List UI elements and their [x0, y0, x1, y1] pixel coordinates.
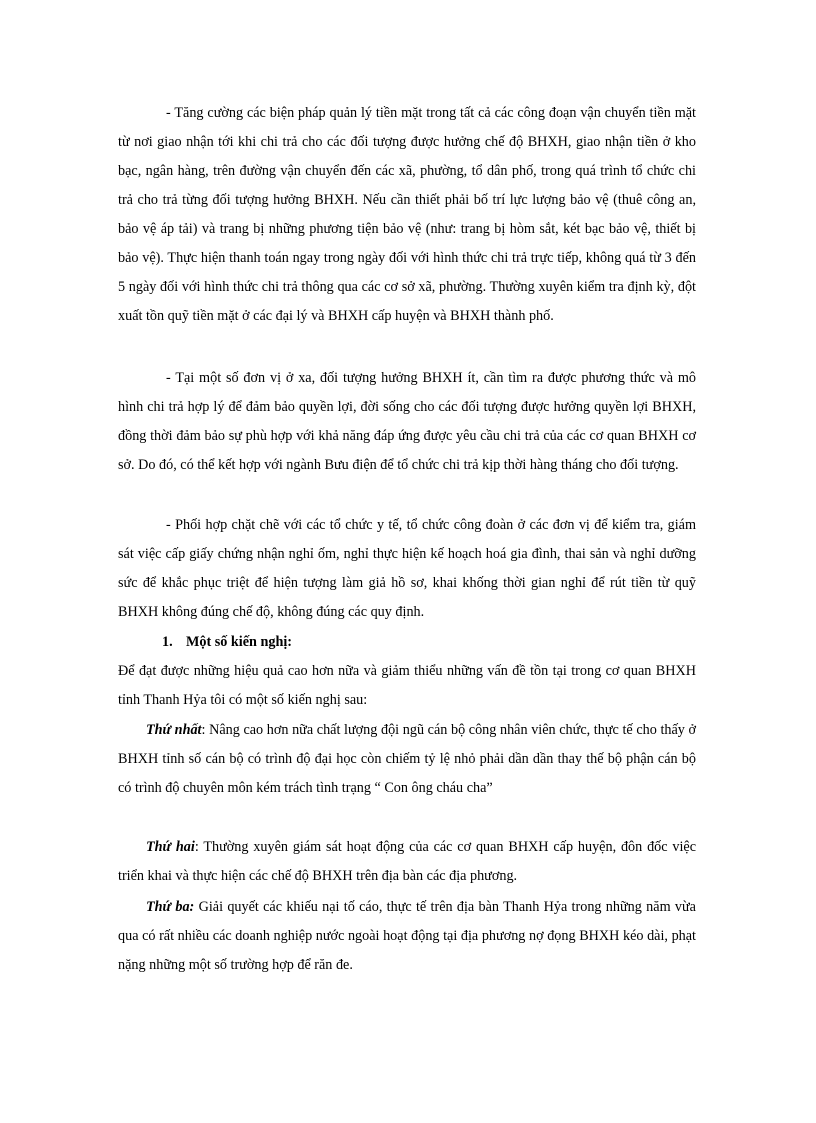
recommendation-first [118, 716, 696, 803]
section-number: 1. [162, 634, 173, 650]
recommendation-first-text: : Nâng cao hơn nữa chất lượng đội ngũ cán bộ công nhân viên chức, thực tế cho thấy ở BHXH tỉnh số cán bộ có trình độ đại học còn chiếm tỷ lệ nhỏ phải dần dần thay thế bộ phận cán bộ có trình độ chuyên môn kém trách tình trạng “ Con ông cháu cha” [118, 722, 696, 796]
recommendation-third-text: Giải quyết các khiếu nại tố cáo, thực tế trên địa bàn Thanh Hỷa trong những năm vừa qua có rất nhiều các doanh nghiệp nước ngoài hoạt động tại địa phương nợ đọng BHXH kéo dài, phạt nặng những một số trường hợp để răn đe. [118, 899, 696, 973]
recommendation-third-lead: Thứ ba: [146, 899, 195, 915]
recommendation-second-text: : Thường xuyên giám sát hoạt động của các cơ quan BHXH cấp huyện, đôn đốc việc triển khai và thực hiện các chế độ BHXH trên địa bàn các địa phương. [118, 839, 697, 884]
paragraph-intro: Để đạt được những hiệu quả cao hơn nữa và giảm thiểu những vấn đề tồn tại trong cơ quan BHXH tỉnh Thanh Hỷa tôi có một số kiến nghị sau: [118, 663, 696, 708]
recommendation-third [118, 893, 696, 980]
recommendation-first-lead: Thứ nhất [146, 722, 202, 738]
section-heading [162, 628, 292, 657]
recommendation-second [118, 833, 696, 891]
paragraph-cash-management: - Tăng cường các biện pháp quản lý tiền mặt trong tất cả các công đoạn vận chuyển tiền mặt từ nơi giao nhận tới khi chi trả cho các đối tượng được hưởng chế độ BHXH, giao nhận tiền ở kho bạc, ngân hàng, trên đường vận chuyển đến các xã, phường, tổ dân phố, trong quá trình tổ chức chi trả cho trả từng đối tượng hưởng BHXH. Nếu cần thiết phải bố trí lực lượng bảo vệ (thuê công an, bảo vệ áp tải) và trang bị những phương tiện bảo vệ (như: trang bị hòm sắt, két bạc bảo vệ, thiết bị bảo vệ). Thực hiện thanh toán ngay trong ngày đối với hình thức chi trả trực tiếp, không quá từ 3 đến 5 ngày đối với hình thức chi trả thông qua các cơ sở xã, phường. Thường xuyên kiểm tra định kỳ, đột xuất tồn quỹ tiền mặt ở các đại lý và BHXH cấp huyện và BHXH thành phố. [118, 105, 696, 324]
section-title: Một số kiến nghị: [186, 634, 293, 650]
recommendation-second-lead: Thứ hai [146, 839, 195, 855]
paragraph-remote-units: - Tại một số đơn vị ở xa, đối tượng hưởng BHXH ít, cần tìm ra được phương thức và mô hình chi trả hợp lý để đảm bảo quyền lợi, đời sống cho các đối tượng được hưởng quyền lợi BHXH, đồng thời đảm bảo sự phù hợp với khả năng đáp ứng được yêu cầu chi trả của các cơ quan BHXH cơ sở. Do đó, có thể kết hợp với ngành Bưu điện để tổ chức chi trả kịp thời hàng tháng cho đối tượng. [118, 370, 696, 473]
paragraph-health-coordination: - Phối hợp chặt chẽ với các tổ chức y tế, tổ chức công đoàn ở các đơn vị để kiểm tra, giám sát việc cấp giấy chứng nhận nghỉ ốm, nghỉ thực hiện kế hoạch hoá gia đình, thai sản và nghỉ dưỡng sức để khắc phục triệt để hiện tượng làm giả hồ sơ, khai khống thời gian nghỉ để rút tiền từ quỹ BHXH không đúng chế độ, không đúng các quy định. [118, 517, 696, 620]
